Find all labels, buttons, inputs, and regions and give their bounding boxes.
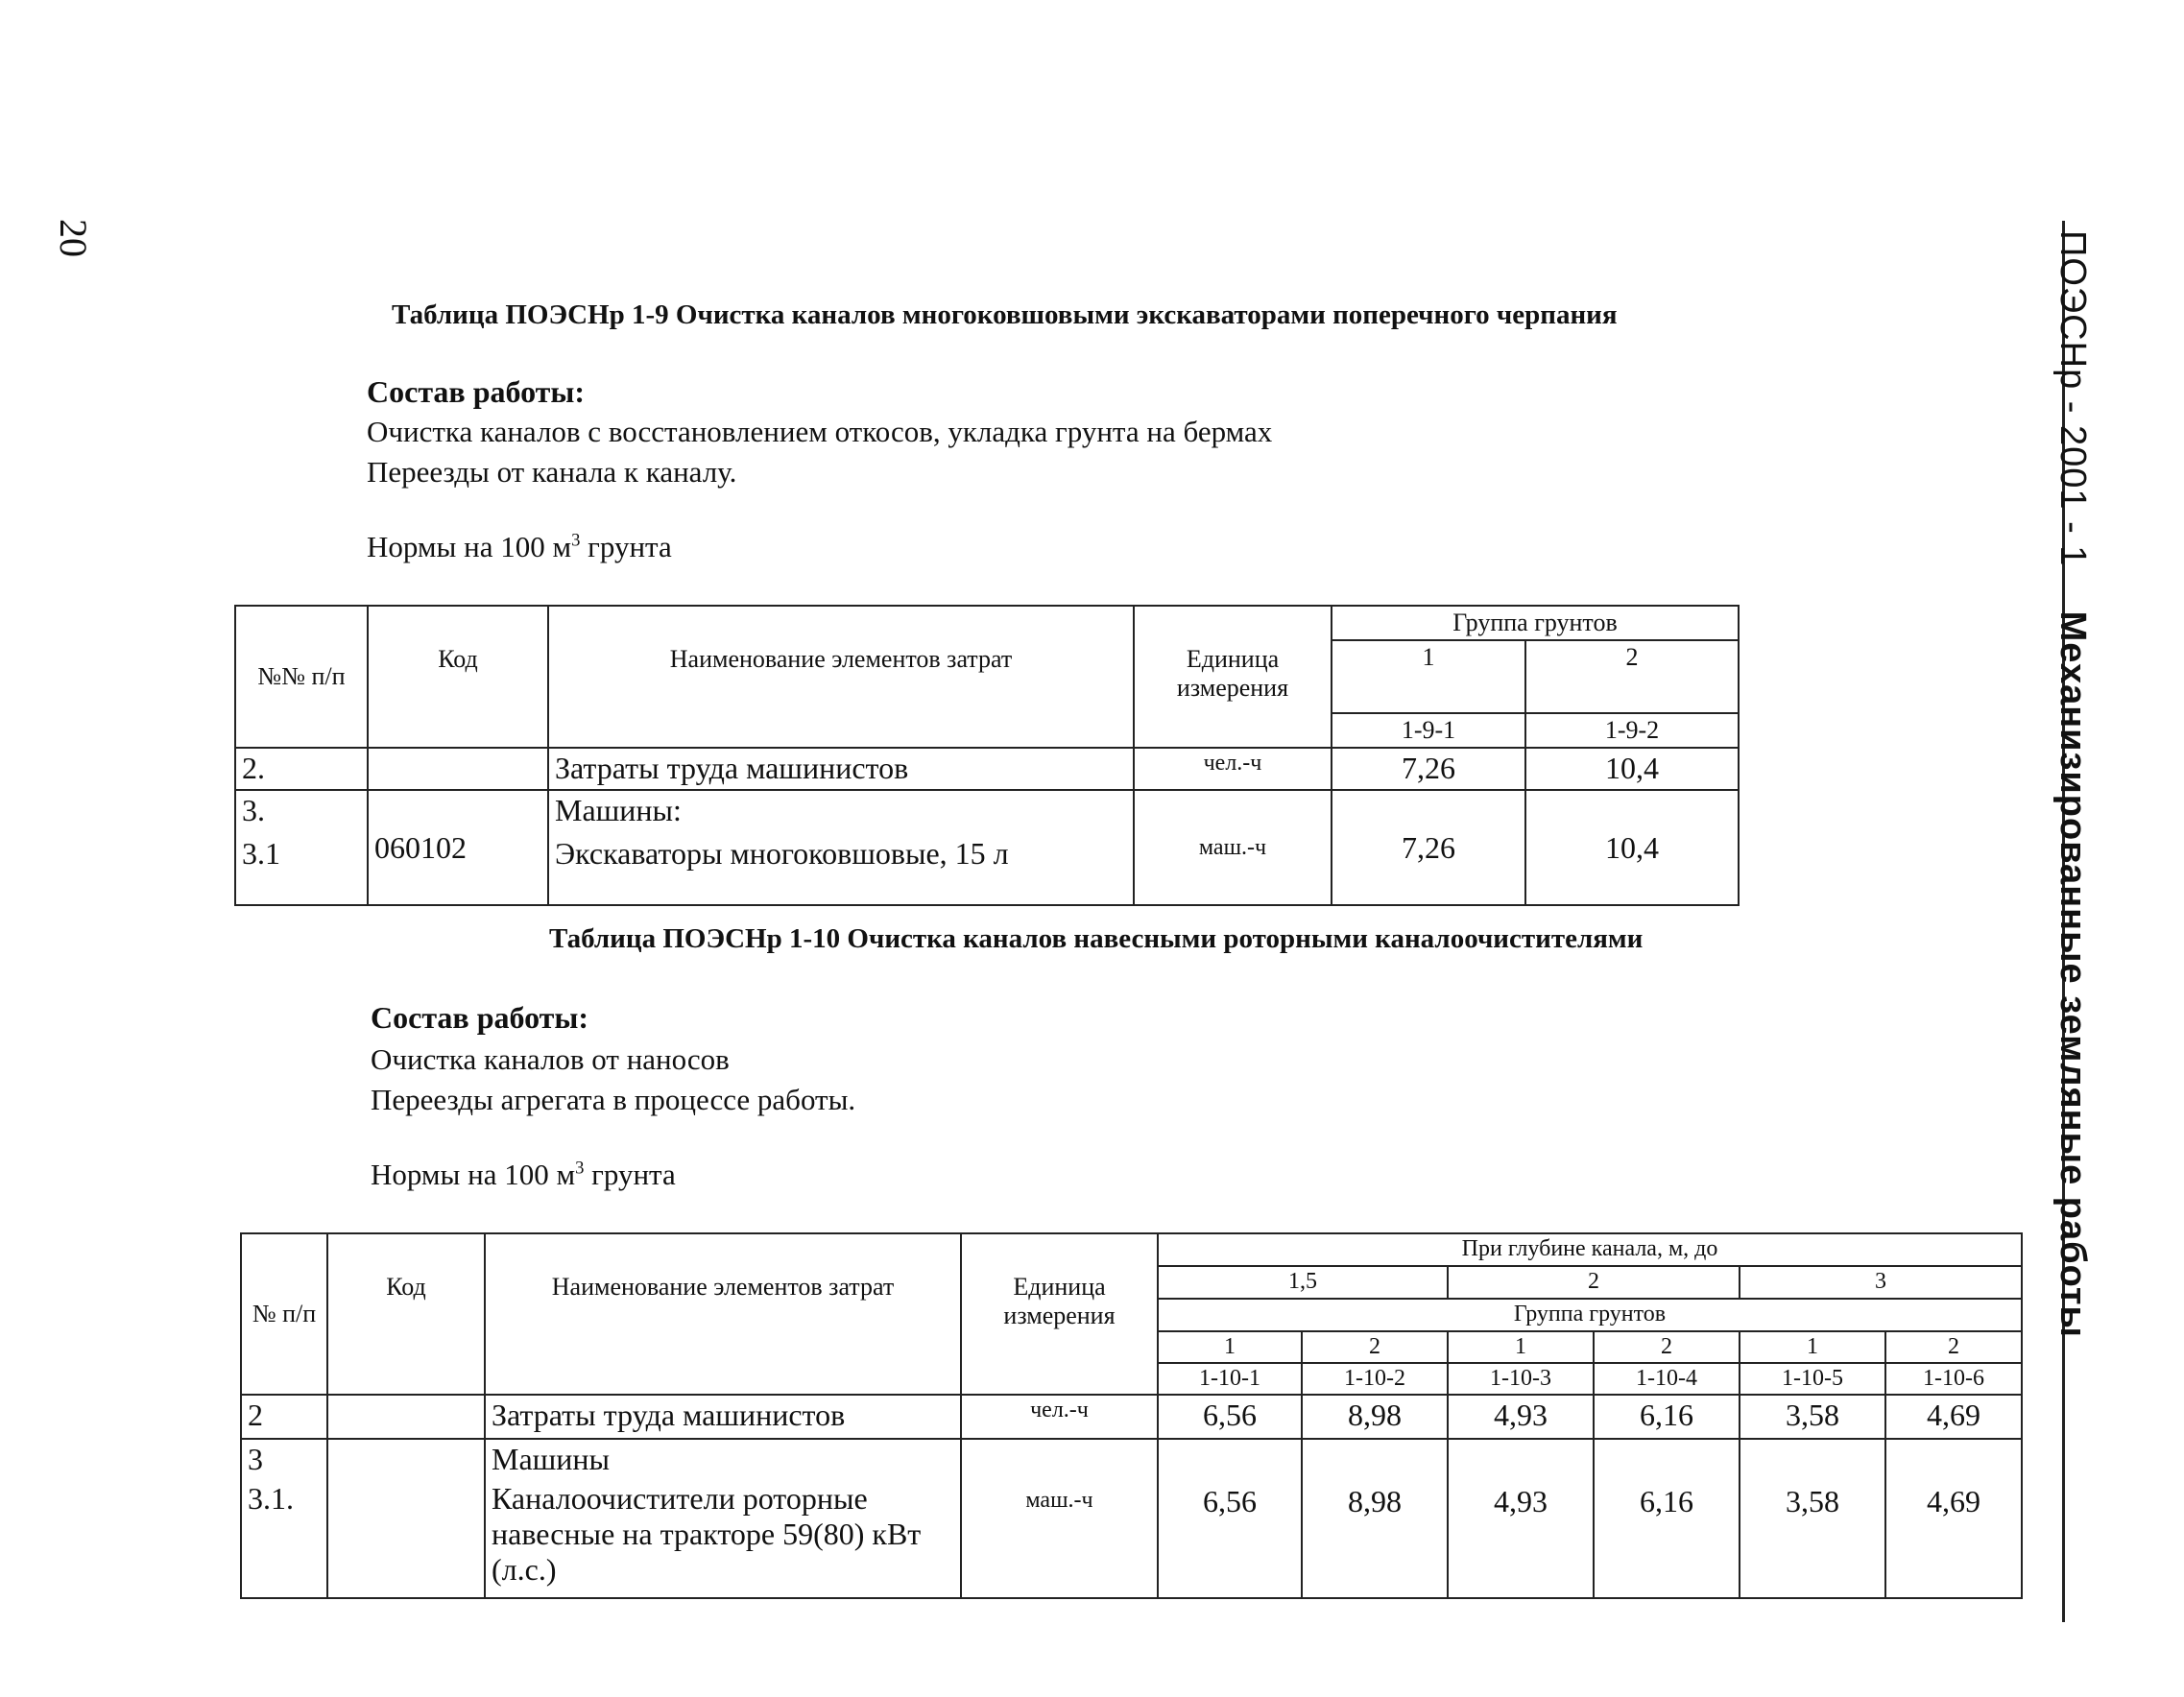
table2-work-line-2: Переезды агрегата в процессе работы.: [371, 1083, 856, 1116]
t2-r2-v4: 6,16: [1594, 1439, 1740, 1598]
t1-r2-num: 3. 3.1: [235, 790, 368, 905]
t2-r1-unit: чел.-ч: [961, 1395, 1158, 1439]
t2-r1-name: Затраты труда машинистов: [485, 1395, 961, 1439]
table2-work-heading: Состав работы:: [371, 1000, 589, 1035]
t2-r1-v2: 8,98: [1302, 1395, 1448, 1439]
t2-head-g4: 2: [1594, 1331, 1740, 1363]
t2-head-c4: 1-10-4: [1594, 1363, 1740, 1395]
t1-head-c2: 1-9-2: [1525, 713, 1739, 748]
t2-r2-name: Машины Каналоочистители роторные навесные на тракторе 59(80) кВт (л.с.): [485, 1439, 961, 1598]
t2-r1-v4: 6,16: [1594, 1395, 1740, 1439]
t2-head-name: Наименование элементов затрат: [485, 1233, 961, 1395]
table2-work-line-1: Очистка каналов от наносов: [371, 1042, 730, 1076]
t2-head-c6: 1-10-6: [1885, 1363, 2022, 1395]
t1-head-group: Группа грунтов: [1332, 606, 1739, 640]
page-number: 20: [52, 219, 95, 257]
table1-work-line-2: Переезды от канала к каналу.: [367, 455, 737, 489]
table2-norms: Нормы на 100 $м^3$ грунта: [371, 1158, 676, 1191]
t1-r2-code: 060102: [368, 790, 548, 905]
t1-r1-num: 2.: [235, 748, 368, 790]
t2-head-d2: 2: [1448, 1266, 1740, 1299]
t1-head-code: Код: [368, 606, 548, 748]
t2-r2-num: 3 3.1.: [241, 1439, 327, 1598]
t2-head-num: № п/п: [241, 1233, 327, 1395]
table1-work-line-1: Очистка каналов с восстановлением откосов, укладка грунта на бермах: [367, 415, 1273, 448]
table2: [240, 1232, 2023, 1599]
side-header-code: ПОЭСНр - 2001 - 1: [2052, 230, 2093, 567]
t1-r1-code: [368, 748, 548, 790]
t1-head-g1: 1: [1332, 640, 1525, 713]
t2-r1-v6: 4,69: [1885, 1395, 2022, 1439]
t2-r2-v3: 4,93: [1448, 1439, 1594, 1598]
t2-head-unit: Единица измерения: [961, 1233, 1158, 1395]
t2-head-g3: 1: [1448, 1331, 1594, 1363]
t1-head-c1: 1-9-1: [1332, 713, 1525, 748]
t1-head-name: Наименование элементов затрат: [548, 606, 1134, 748]
t2-head-c5: 1-10-5: [1740, 1363, 1885, 1395]
t2-r2-v1: 6,56: [1158, 1439, 1302, 1598]
table1-title: Таблица ПОЭСНр 1-9 Очистка каналов многоковшовыми экскаваторами поперечного черпания: [392, 299, 1618, 330]
side-header: [2052, 230, 2093, 1338]
table1-norms: Нормы на 100 $м^3$ грунта: [367, 530, 672, 563]
t1-r2-v2: 10,4: [1525, 790, 1739, 905]
table-row: [241, 1395, 2022, 1439]
t1-head-num: №№ п/п: [235, 606, 368, 748]
t2-r2-v2: 8,98: [1302, 1439, 1448, 1598]
t1-r1-v1: 7,26: [1332, 748, 1525, 790]
t2-head-c3: 1-10-3: [1448, 1363, 1594, 1395]
t2-r2-unit: маш.-ч: [961, 1439, 1158, 1598]
t2-head-group: Группа грунтов: [1158, 1299, 2022, 1331]
table-row: [241, 1439, 2022, 1598]
t2-head-d3: 3: [1740, 1266, 2022, 1299]
t2-head-g2: 2: [1302, 1331, 1448, 1363]
table1-work-heading: Состав работы:: [367, 374, 586, 409]
t1-head-g2: 2: [1525, 640, 1739, 713]
t2-r1-code: [327, 1395, 485, 1439]
t1-r1-v2: 10,4: [1525, 748, 1739, 790]
t2-r1-v5: 3,58: [1740, 1395, 1885, 1439]
t2-head-depth: При глубине канала, м, до: [1158, 1233, 2022, 1266]
t2-r1-v1: 6,56: [1158, 1395, 1302, 1439]
t1-r2-v1: 7,26: [1332, 790, 1525, 905]
t1-r2-unit: маш.-ч: [1134, 790, 1332, 905]
t2-r1-v3: 4,93: [1448, 1395, 1594, 1439]
t2-r2-v6: 4,69: [1885, 1439, 2022, 1598]
t2-r1-num: 2: [241, 1395, 327, 1439]
t2-head-code: Код: [327, 1233, 485, 1395]
table1: [234, 605, 1740, 906]
t1-r1-unit: чел.-ч: [1134, 748, 1332, 790]
t2-head-d1: 1,5: [1158, 1266, 1448, 1299]
t1-r2-name: Машины: Экскаваторы многоковшовые, 15 л: [548, 790, 1134, 905]
side-header-title: Механизированные земляные работы: [2052, 610, 2093, 1338]
t2-head-c1: 1-10-1: [1158, 1363, 1302, 1395]
t2-head-g1: 1: [1158, 1331, 1302, 1363]
table-row: [235, 748, 1739, 790]
t2-r2-v5: 3,58: [1740, 1439, 1885, 1598]
table2-title: Таблица ПОЭСНр 1-10 Очистка каналов навесными роторными каналоочистителями: [549, 923, 1644, 954]
t1-r1-name: Затраты труда машинистов: [548, 748, 1134, 790]
t2-head-g6: 2: [1885, 1331, 2022, 1363]
t2-head-g5: 1: [1740, 1331, 1885, 1363]
t2-r2-code: [327, 1439, 485, 1598]
table-row: [235, 790, 1739, 905]
t1-head-unit: Единица измерения: [1134, 606, 1332, 748]
t2-head-c2: 1-10-2: [1302, 1363, 1448, 1395]
